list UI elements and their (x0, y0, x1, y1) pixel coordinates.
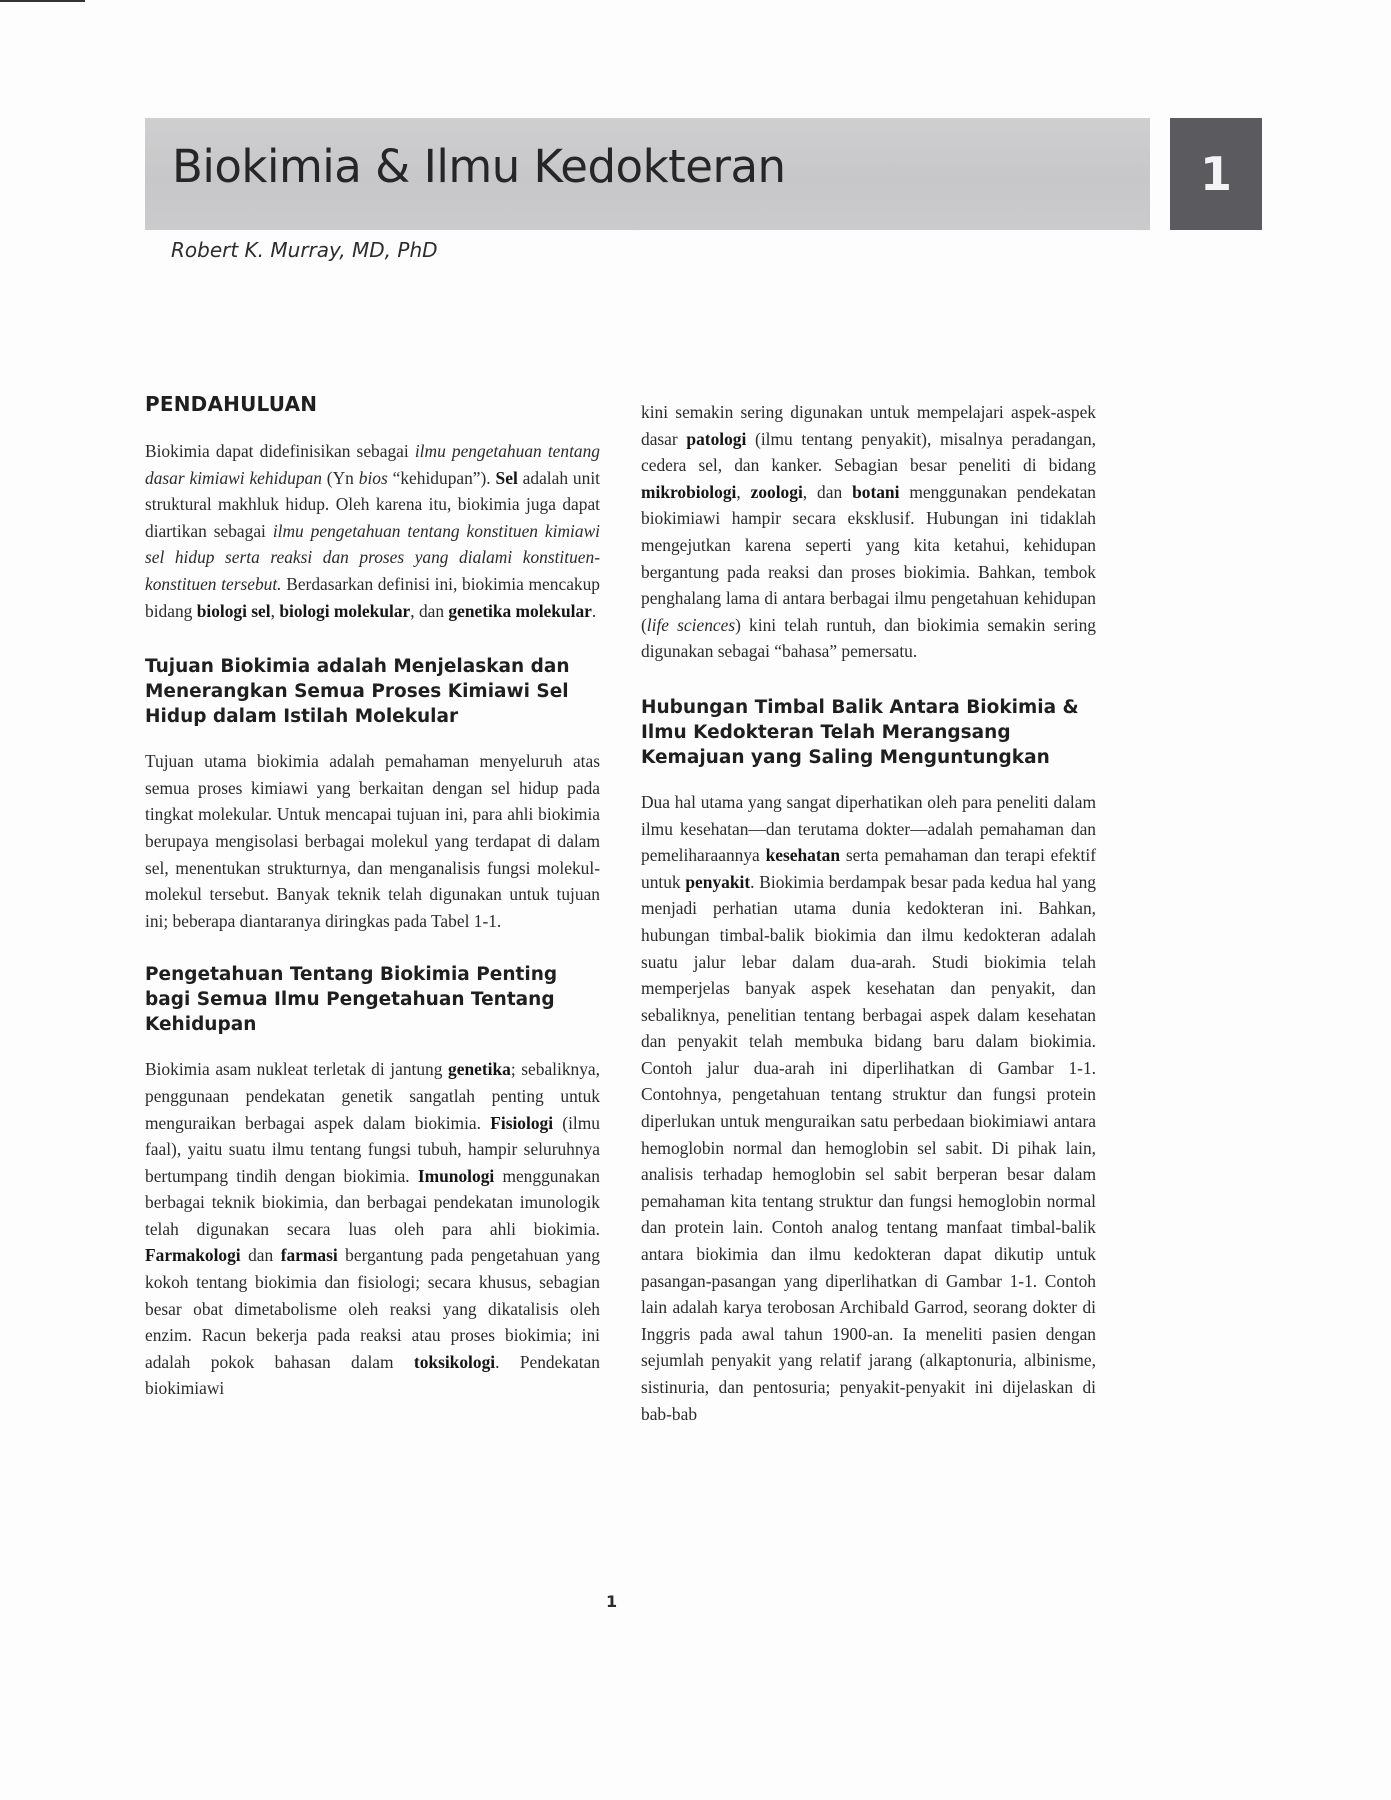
section-heading-hubungan: Hubungan Timbal Balik Antara Biokimia & Ilmu Kedokteran Telah Merangsang Kemajuan yang Saling Menguntungkan (641, 696, 1079, 768)
right-column (641, 399, 1096, 1455)
bold-term: genetika (448, 1059, 511, 1080)
bold-term: toksikologi (413, 1351, 496, 1372)
italic-phrase: bios (358, 467, 388, 488)
section-paragraph-hubungan: Dua hal utama yang sangat diperhatikan oleh para peneliti dalam ilmu kesehatan—dan terutama dokter—adalah pemahaman dan pemeliharaannya kesehatan serta pemahaman dan terapi efektif untuk penyakit. Biokimia berdampak besar pada kedua hal yang menjadi perhatian utama dunia kedokteran ini. Bahkan, hubungan timbal-balik biokimia dan ilmu kedokteran adalah suatu jalur lebar dalam dua-arah. Studi biokimia telah memperjelas banyak aspek kesehatan dan penyakit, dan sebaliknya, penelitian tentang berbagai aspek dalam kesehatan dan penyakit telah membuka bidang baru dalam biokimia. Contoh jalur dua-arah ini diperlihatkan di Gambar 1-1. Contohnya, pengetahuan tentang struktur dan fungsi protein diperlukan untuk menguraikan satu perbedaan biokimiawi antara hemoglobin normal dan hemoglobin sel sabit. Di pihak lain, analisis terhadap hemoglobin sel sabit berperan besar dalam pemahaman kita tentang struktur dan fungsi hemoglobin normal dan protein lain. Contoh analog tentang manfaat timbal-balik antara biokimia dan ilmu kedokteran dapat dikutip untuk pasangan-pasangan yang diperlihatkan di Gambar 1-1. Contoh lain adalah karya terobosan Archibald Garrod, seorang dokter di Inggris pada awal tahun 1900-an. Ia meneliti pasien dengan sejumlah penyakit yang relatif jarang (alkaptonuria, albinisme, sistinuria, dan pentosuria; penyakit-penyakit ini dijelaskan di bab-bab (641, 791, 1096, 1424)
bold-term: biologi molekular (279, 600, 411, 621)
bold-term: Fisiologi (490, 1112, 554, 1133)
intro-heading: PENDAHULUAN (145, 392, 318, 416)
intro-paragraph: Biokimia dapat didefinisikan sebagai ilmu pengetahuan tentang dasar kimiawi kehidupan (Yn bios “kehidupan”). Sel adalah unit struktural makhluk hidup. Oleh karena itu, biokimia juga dapat diartikan sebagai ilmu pengetahuan tentang konstituen kimiawi sel hidup serta reaksi dan proses yang dialami konstituen-konstituen tersebut. Berdasarkan definisi ini, biokimia mencakup bidang biologi sel, biologi molekular, dan genetika molekular. (145, 441, 601, 621)
bold-term: patologi (686, 428, 747, 449)
bold-term: Imunologi (417, 1165, 495, 1186)
chapter-number-box (1170, 118, 1262, 230)
bold-term: genetika molekular (448, 600, 592, 621)
bold-term: botani (852, 481, 900, 502)
chapter-number: 1 (1199, 147, 1232, 201)
italic-phrase: ilmu pengetahuan tentang dasar kimiawi kehidupan (145, 441, 601, 488)
bold-term: Farmakologi (145, 1245, 241, 1266)
bold-term: kesehatan (765, 845, 840, 866)
bold-term: Sel (495, 467, 518, 488)
chapter-title: Biokimia & Ilmu Kedokteran (172, 140, 786, 193)
continued-paragraph: kini semakin sering digunakan untuk mempelajari aspek-aspek dasar patologi (ilmu tentang penyakit), misalnya peradangan, cedera sel, dan kanker. Sebagian besar peneliti di bidang mikrobiologi, zoologi, dan botani menggunakan pendekatan biokimiawi hampir secara eksklusif. Hubungan ini tidaklah mengejutkan karena seperti yang kita ketahui, kehidupan bergantung pada reaksi dan proses biokimia. Bahkan, tembok penghalang lama di antara berbagai ilmu pengetahuan kehidupan (life sciences) kini telah runtuh, dan biokimia semakin sering digunakan sebagai “bahasa” pemersatu. (641, 402, 1097, 662)
bold-term: zoologi (750, 481, 803, 502)
bold-term: biologi sel (196, 600, 271, 621)
bold-term: penyakit (685, 871, 751, 892)
scan-edge-mark (0, 0, 85, 2)
page-number: 1 (606, 1592, 618, 1611)
section-heading-tujuan: Tujuan Biokimia adalah Menjelaskan dan Menerangkan Semua Proses Kimiawi Sel Hidup dalam Istilah Molekular (145, 656, 570, 728)
author-line: Robert K. Murray, MD, PhD (171, 238, 438, 262)
bold-term: farmasi (280, 1245, 338, 1266)
section-paragraph-tujuan: Tujuan utama biokimia adalah pemahaman menyeluruh atas semua proses kimiawi yang berkaitan dengan sel hidup pada tingkat molekular. Untuk mencapai tujuan ini, para ahli biokimia berupaya mengisolasi berbagai molekul yang terdapat di dalam sel, menentukan strukturnya, dan menganalisis fungsi molekul-molekul tersebut. Banyak teknik telah digunakan untuk tujuan ini; beberapa diantaranya diringkas pada Tabel 1-1. (145, 751, 600, 931)
section-heading-pengetahuan: Pengetahuan Tentang Biokimia Penting bagi Semua Ilmu Pengetahuan Tentang Kehidupan (145, 964, 558, 1036)
section-paragraph-pengetahuan: Biokimia asam nukleat terletak di jantung genetika; sebaliknya, penggunaan pendekatan genetik sangatlah penting untuk menguraikan berbagai aspek dalam biokimia. Fisiologi (ilmu faal), yaitu suatu ilmu tentang fungsi tubuh, hampir seluruhnya bertumpang tindih dengan biokimia. Imunologi menggunakan berbagai teknik biokimia, dan berbagai pendekatan imunologik telah digunakan secara luas oleh para ahli biokimia. Farmakologi dan farmasi bergantung pada pengetahuan yang kokoh tentang biokimia dan fisiologi; secara khusus, sebagian besar obat dimetabolisme oleh reaksi yang dikatalisis oleh enzim. Racun bekerja pada reaksi atau proses biokimia; ini adalah pokok bahasan dalam toksikologi. Pendekatan biokimiawi (145, 1059, 601, 1399)
italic-phrase: life sciences (646, 614, 736, 635)
italic-phrase: ilmu pengetahuan tentang konstituen kimiawi sel hidup serta reaksi dan proses yang dialami konstituen-konstituen tersebut. (145, 520, 601, 594)
bold-term: mikrobiologi (641, 481, 737, 502)
left-column (145, 392, 600, 1430)
